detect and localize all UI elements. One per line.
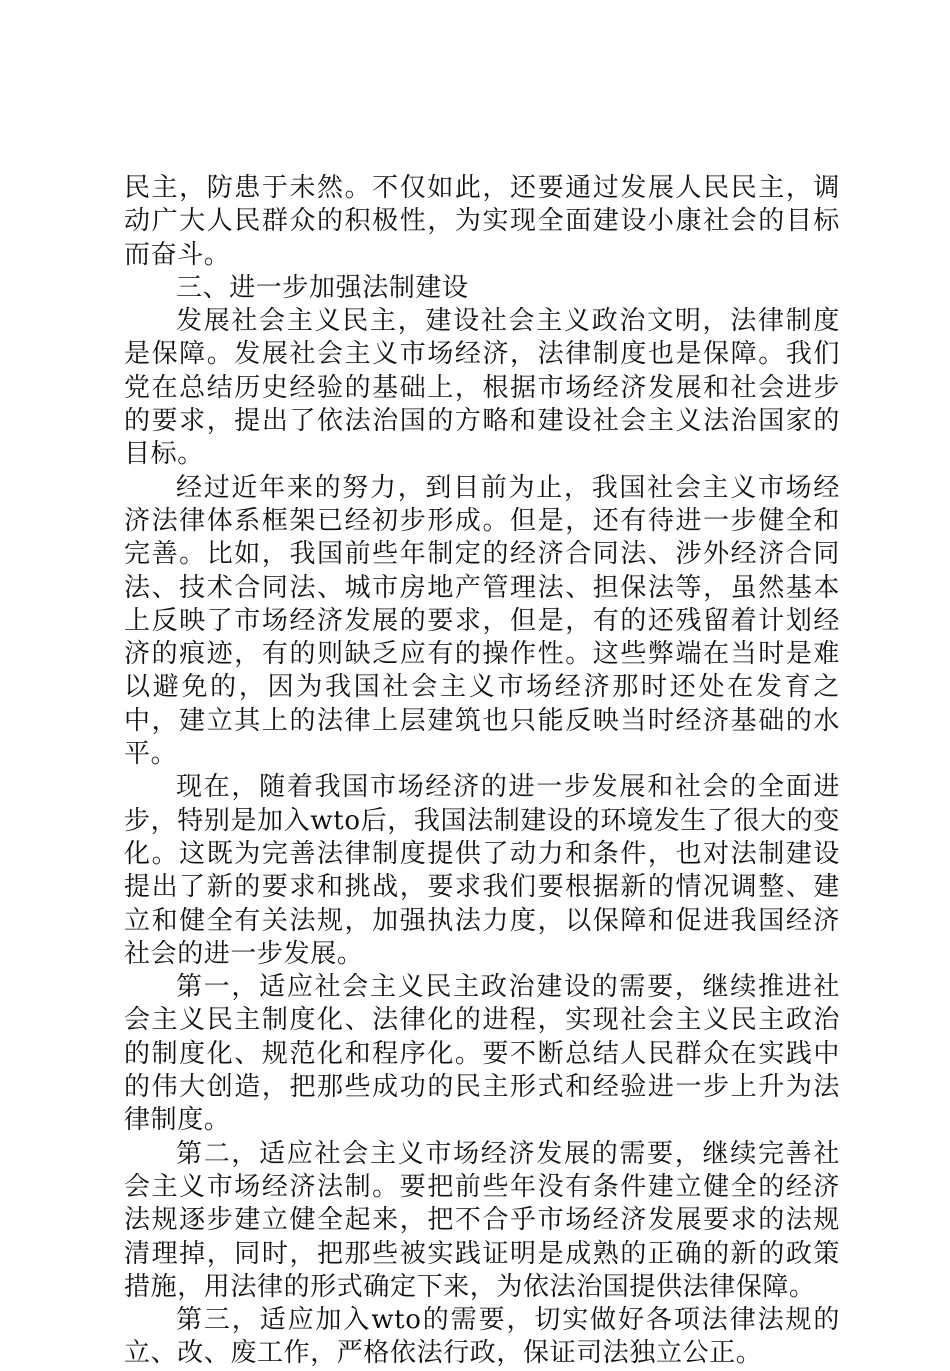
paragraph: 现在，随着我国市场经济的进一步发展和社会的全面进步，特别是加入wto后，我国法制建设的环境发生了很大的变化。这既为完善法律制度提供了动力和条件，也对法制建设提出了新的要求和挑战，要求我们要根据新的情况调整、建立和健全有关法规，加强执法力度，以保障和促进我国经济社会的进一步发展。	[124, 772, 840, 969]
paragraph-continued: 民主，防患于未然。不仅如此，还要通过发展人民民主，调动广大人民群众的积极性，为实现全面建设小康社会的目标而奋斗。	[124, 173, 840, 270]
body-text	[124, 172, 840, 1371]
paragraph-third-point: 第三，适应加入wto的需要，切实做好各项法律法规的立、改、废工作，严格依法行政，保证司法独立公正。	[124, 1305, 840, 1369]
paragraph-first-point: 第一，适应社会主义民主政治建设的需要，继续推进社会主义民主制度化、法律化的进程，实现社会主义民主政治的制度化、规范化和程序化。要不断总结人民群众在实践中的伟大创造，把那些成功的民主形式和经验进一步上升为法律制度。	[124, 972, 840, 1136]
paragraph-second-point: 第二，适应社会主义市场经济发展的需要，继续完善社会主义市场经济法制。要把前些年没有条件建立健全的经济法规逐步建立健全起来，把不合乎市场经济发展要求的法规清理掉，同时，把那些被实践证明是成熟的正确的新的政策措施，用法律的形式确定下来，为依法治国提供法律保障。	[124, 1138, 840, 1302]
paragraph: 经过近年来的努力，到目前为止，我国社会主义市场经济法律体系框架已经初步形成。但是，还有待进一步健全和完善。比如，我国前些年制定的经济合同法、涉外经济合同法、技术合同法、城市房地产管理法、担保法等，虽然基本上反映了市场经济发展的要求，但是，有的还残留着计划经济的痕迹，有的则缺乏应有的操作性。这些弊端在当时是难以避免的，因为我国社会主义市场经济那时还处在发育之中，建立其上的法律上层建筑也只能反映当时经济基础的水平。	[124, 472, 840, 770]
paragraph: 发展社会主义民主，建设社会主义政治文明，法律制度是保障。发展社会主义市场经济，法律制度也是保障。我们党在总结历史经验的基础上，根据市场经济发展和社会进步的要求，提出了依法治国的方略和建设社会主义法治国家的目标。	[124, 306, 840, 470]
section-heading: 三、进一步加强法制建设	[176, 272, 469, 303]
